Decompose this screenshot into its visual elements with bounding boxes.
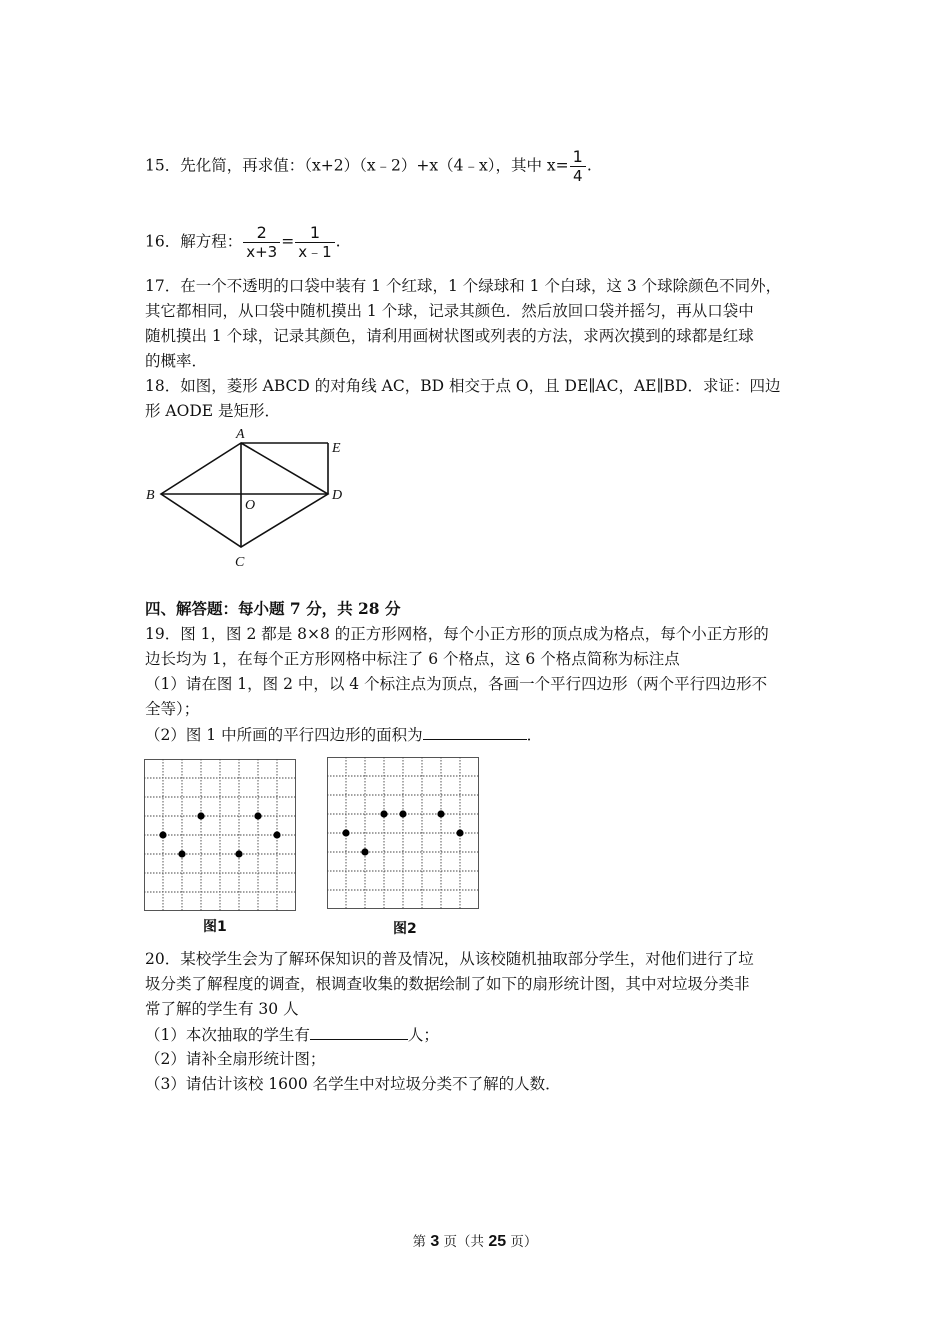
answer-blank xyxy=(423,723,527,740)
q20-part3: （3）请估计该校 1600 名学生中对垃圾分类不了解的人数． xyxy=(145,1075,561,1093)
q19-line: 19．图 1，图 2 都是 8×8 的正方形网格，每个小正方形的顶点成为格点，每个小正方形的 xyxy=(145,625,769,643)
marked-point xyxy=(399,810,406,817)
label-c: C xyxy=(235,555,245,570)
page-footer: 第 3 页（共 25 页） xyxy=(412,1233,538,1250)
grid-figure-2 xyxy=(327,757,479,909)
q20-part1: （1）本次抽取的学生有 人； xyxy=(145,1023,439,1046)
q18-line: 形 AODE 是矩形． xyxy=(145,402,280,420)
marked-point xyxy=(235,850,242,857)
q20-line: 常了解的学生有 30 人 xyxy=(145,1000,299,1018)
page-total: 25 xyxy=(488,1233,507,1250)
q19-line: 边长均为 1，在每个正方形网格中标注了 6 个格点，这 6 个格点简称为标注点 xyxy=(145,650,680,668)
q17-line: 17．在一个不透明的口袋中装有 1 个红球，1 个绿球和 1 个白球，这 3 个球除颜色不同外， xyxy=(145,277,782,295)
q19-part2: （2）图 1 中所画的平行四边形的面积为 ． xyxy=(145,723,542,746)
grid-figure-1 xyxy=(144,759,296,911)
answer-blank xyxy=(310,1023,408,1040)
marked-point xyxy=(197,812,204,819)
figure-2-caption: 图2 xyxy=(393,921,417,937)
marked-point xyxy=(178,850,185,857)
q18-line: 18．如图，菱形 ABCD 的对角线 AC，BD 相交于点 O，且 DE∥AC，AE∥BD．求证：四边 xyxy=(145,377,781,395)
marked-point xyxy=(273,831,280,838)
label-o: O xyxy=(245,498,256,513)
section-heading: 四、解答题：每小题 7 分，共 28 分 xyxy=(145,599,401,618)
label-e: E xyxy=(332,441,341,456)
question-15: 15．先化简，再求值：（x+2）（x﹣2）+x（4﹣x），其中 x= $\frac{1}{4}$ . xyxy=(145,147,592,185)
label-b: B xyxy=(146,488,155,503)
q17-line: 随机摸出 1 个球，记录其颜色，请利用画树状图或列表的方法，求两次摸到的球都是红球 xyxy=(145,327,754,345)
rhombus-figure xyxy=(140,425,360,575)
marked-point xyxy=(361,848,368,855)
marked-point xyxy=(159,831,166,838)
label-a: A xyxy=(236,427,245,442)
q20-part2: （2）请补全扇形统计图； xyxy=(145,1050,326,1068)
marked-point xyxy=(456,829,463,836)
q20-line: 圾分类了解程度的调查，根调查收集的数据绘制了如下的扇形统计图，其中对垃圾分类非 xyxy=(145,975,750,993)
marked-point xyxy=(437,810,444,817)
marked-point xyxy=(254,812,261,819)
q19-line: 全等）； xyxy=(145,700,200,718)
marked-point xyxy=(342,829,349,836)
q19-line: （1）请在图 1，图 2 中，以 4 个标注点为顶点，各画一个平行四边形（两个平行四边形不 xyxy=(145,675,768,693)
page-number: 3 xyxy=(430,1233,440,1250)
marked-point xyxy=(380,810,387,817)
question-16: 16．解方程： $\frac{2}{x+3}$ = $\frac{1}{x﹣1}$ . xyxy=(145,223,341,261)
fraction-left: $\frac{2}{x+3}$ xyxy=(243,223,280,262)
q17-line: 其它都相同，从口袋中随机摸出 1 个球，记录其颜色．然后放回口袋并摇匀，再从口袋中 xyxy=(145,302,754,320)
rhombus-abcd xyxy=(161,443,328,547)
fraction-right: $\frac{1}{x﹣1}$ xyxy=(295,223,334,262)
q20-line: 20．某校学生会为了解环保知识的普及情况，从该校随机抽取部分学生，对他们进行了垃 xyxy=(145,950,754,968)
figure-1-caption: 图1 xyxy=(203,919,227,935)
fraction-one-quarter: $\frac{1}{4}$ xyxy=(570,147,586,186)
label-d: D xyxy=(332,488,343,503)
q17-line: 的概率． xyxy=(145,352,208,370)
